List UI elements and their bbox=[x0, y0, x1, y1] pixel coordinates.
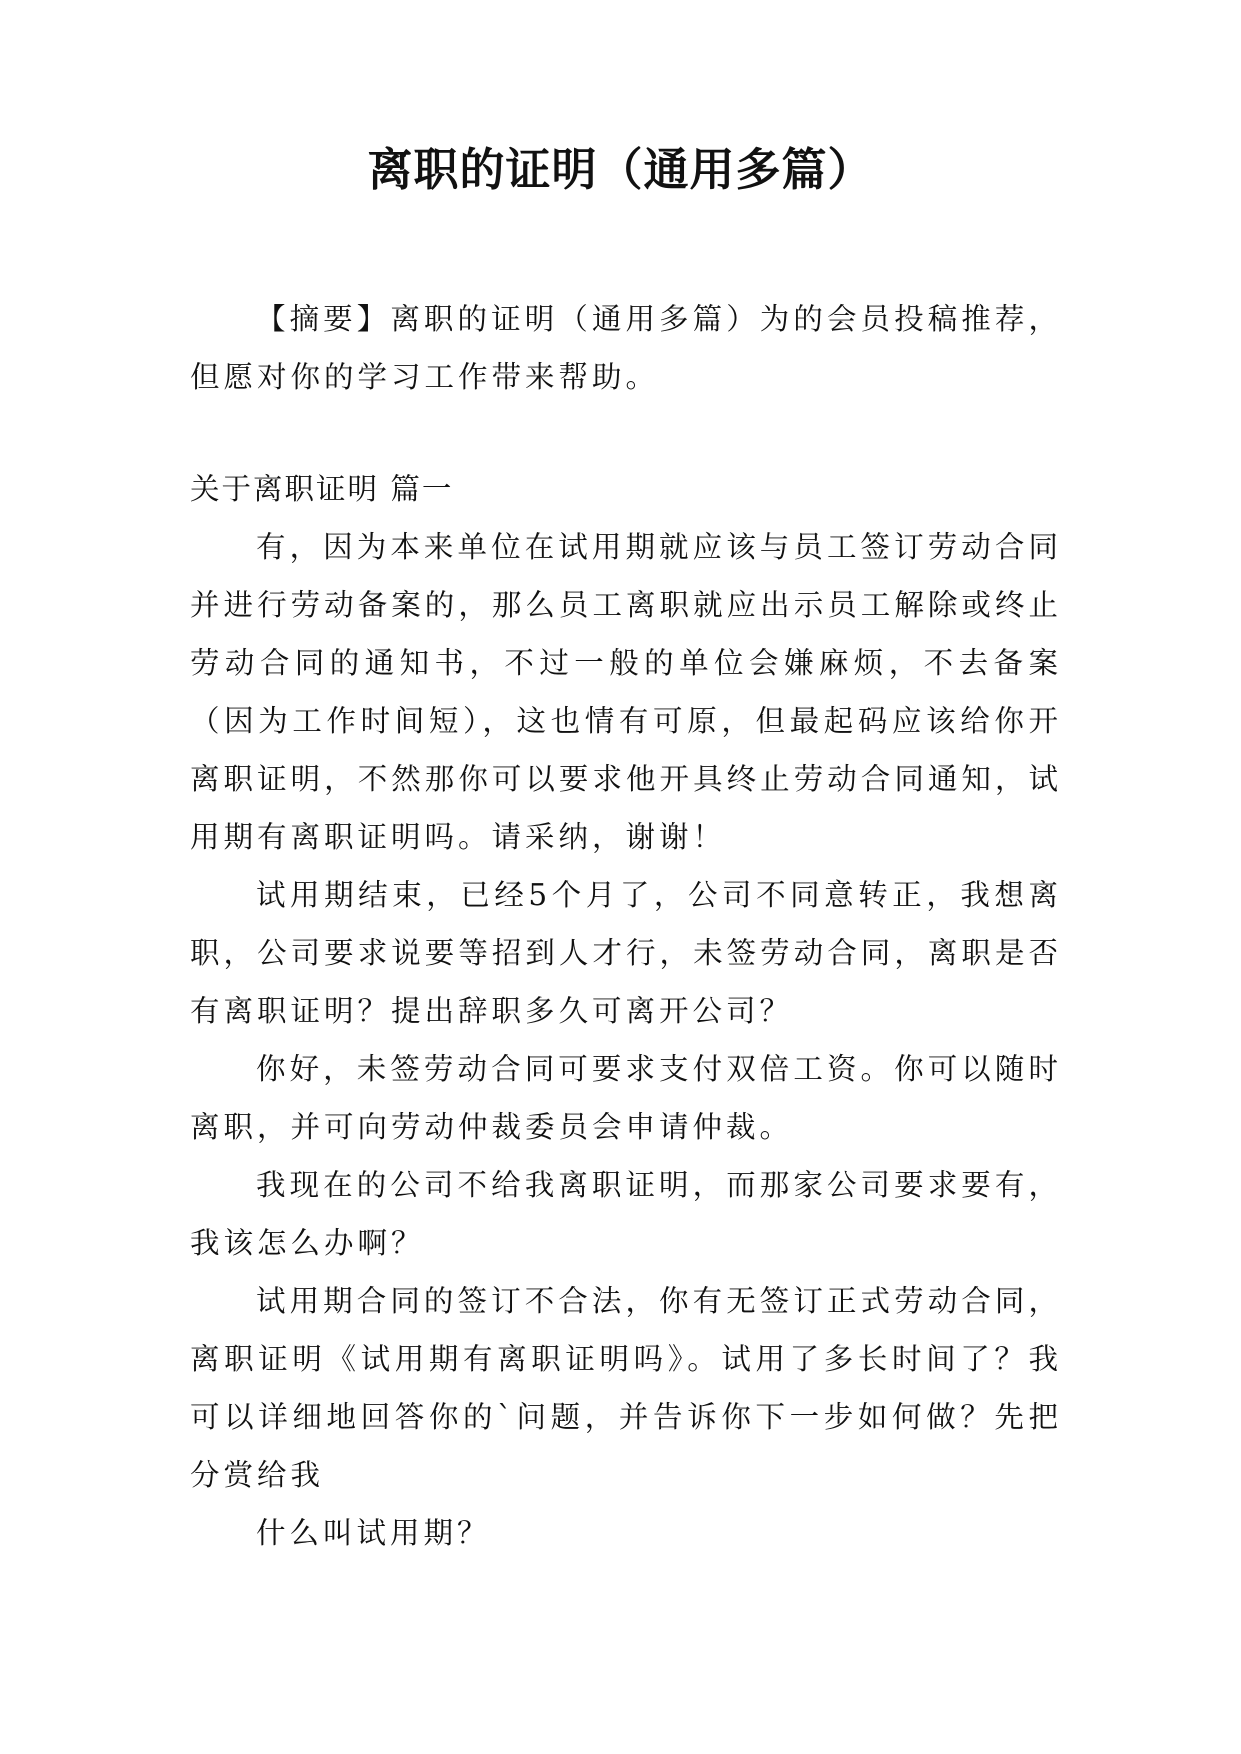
section-heading: 关于离职证明 篇一 bbox=[190, 472, 454, 506]
body-paragraph: 有，因为本来单位在试用期就应该与员工签订劳动合同并进行劳动备案的，那么员工离职就应出示员工解除或终止劳动合同的通知书，不过一般的单位会嫌麻烦，不去备案（因为工作时间短），这也情有可原，但最起码应该给你开离职证明，不然那你可以要求他开具终止劳动合同通知，试用期有离职证明吗。请采纳，谢谢！ bbox=[190, 530, 1062, 854]
document-title: 离职的证明（通用多篇） bbox=[367, 143, 874, 196]
body-paragraph: 你好，未签劳动合同可要求支付双倍工资。你可以随时离职，并可向劳动仲裁委员会申请仲裁。 bbox=[190, 1052, 1062, 1144]
body-paragraph: 我现在的公司不给我离职证明，而那家公司要求要有，我该怎么办啊？ bbox=[190, 1168, 1062, 1260]
document-body bbox=[190, 518, 1062, 1562]
abstract-paragraph: 【摘要】离职的证明（通用多篇）为的会员投稿推荐，但愿对你的学习工作带来帮助。 bbox=[190, 302, 1062, 394]
body-paragraph: 试用期结束，已经5个月了，公司不同意转正，我想离职，公司要求说要等招到人才行，未签劳动合同，离职是否有离职证明？提出辞职多久可离开公司？ bbox=[190, 878, 1062, 1028]
body-paragraph: 试用期合同的签订不合法，你有无签订正式劳动合同，离职证明《试用期有离职证明吗》。试用了多长时间了？我可以详细地回答你的`问题，并告诉你下一步如何做？先把分赏给我 bbox=[190, 1284, 1062, 1492]
body-paragraph: 什么叫试用期？ bbox=[256, 1516, 491, 1550]
